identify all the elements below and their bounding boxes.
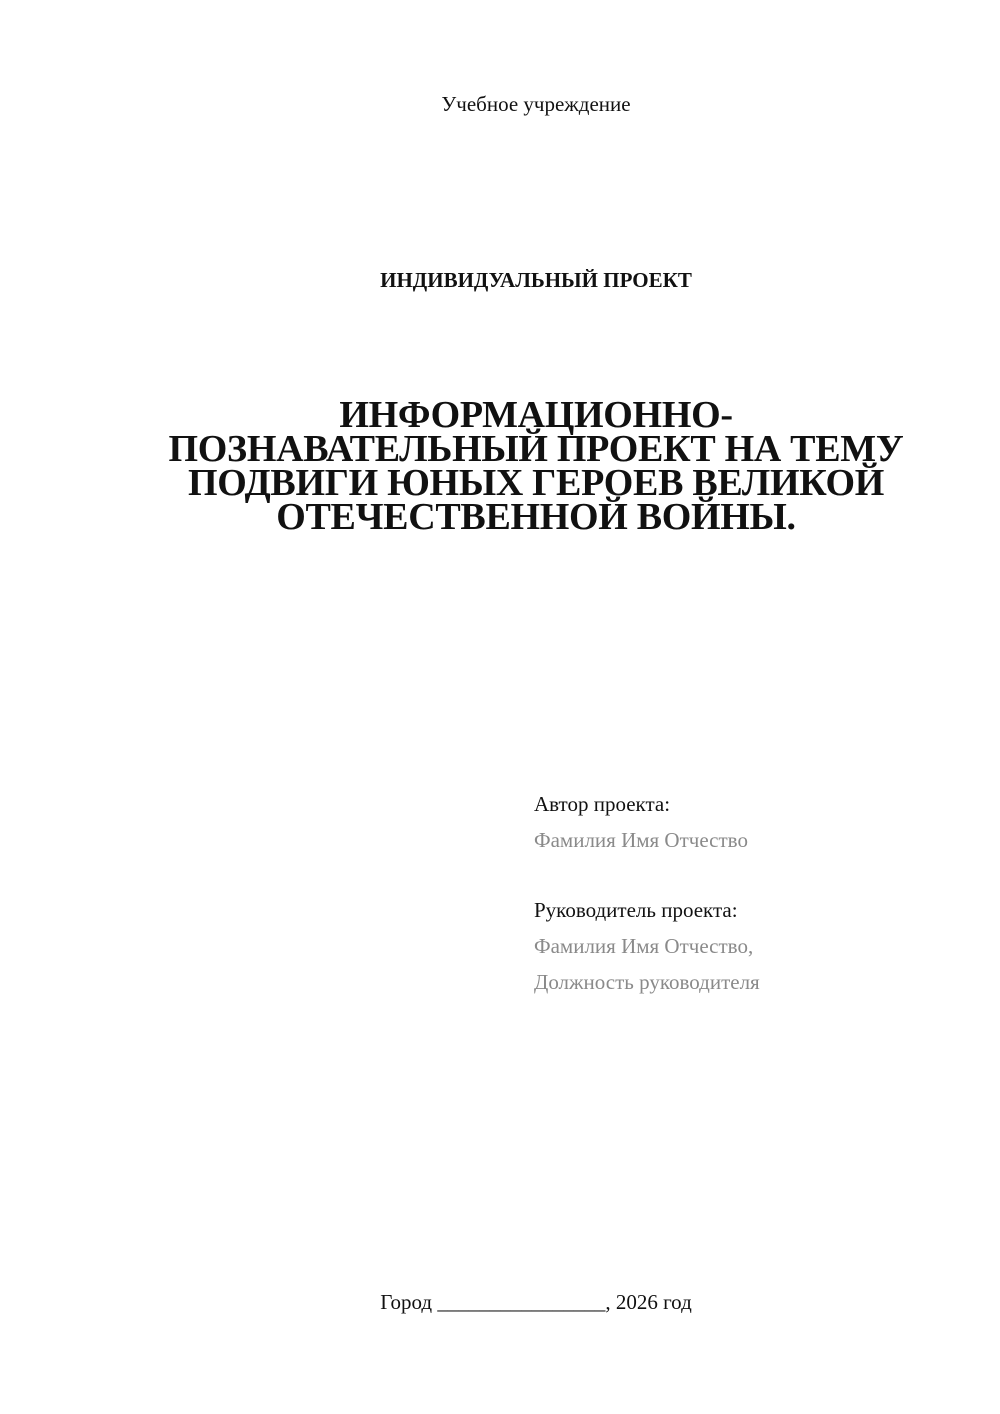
project-title-line: ИНФОРМАЦИОННО- bbox=[339, 394, 733, 436]
author-label: Автор проекта: bbox=[534, 792, 671, 816]
author-block bbox=[534, 786, 748, 858]
institution-name: Учебное учреждение bbox=[441, 92, 631, 116]
project-title bbox=[150, 394, 922, 538]
project-title-line: ПОЗНАВАТЕЛЬНЫЙ ПРОЕКТ НА ТЕМУ bbox=[168, 428, 904, 470]
project-title-line: ОТЕЧЕСТВЕННОЙ ВОЙНЫ. bbox=[276, 496, 796, 538]
city-year-footer: Город ________________, 2026 год bbox=[380, 1290, 692, 1314]
supervisor-label: Руководитель проекта: bbox=[534, 898, 738, 922]
project-title-line: ПОДВИГИ ЮНЫХ ГЕРОЕВ ВЕЛИКОЙ bbox=[187, 462, 885, 504]
supervisor-block bbox=[534, 892, 760, 1000]
supervisor-name-placeholder: Фамилия Имя Отчество, bbox=[534, 934, 754, 958]
project-type-heading: ИНДИВИДУАЛЬНЫЙ ПРОЕКТ bbox=[380, 268, 692, 292]
supervisor-position-placeholder: Должность руководителя bbox=[534, 970, 760, 994]
author-name-placeholder: Фамилия Имя Отчество bbox=[534, 828, 748, 852]
